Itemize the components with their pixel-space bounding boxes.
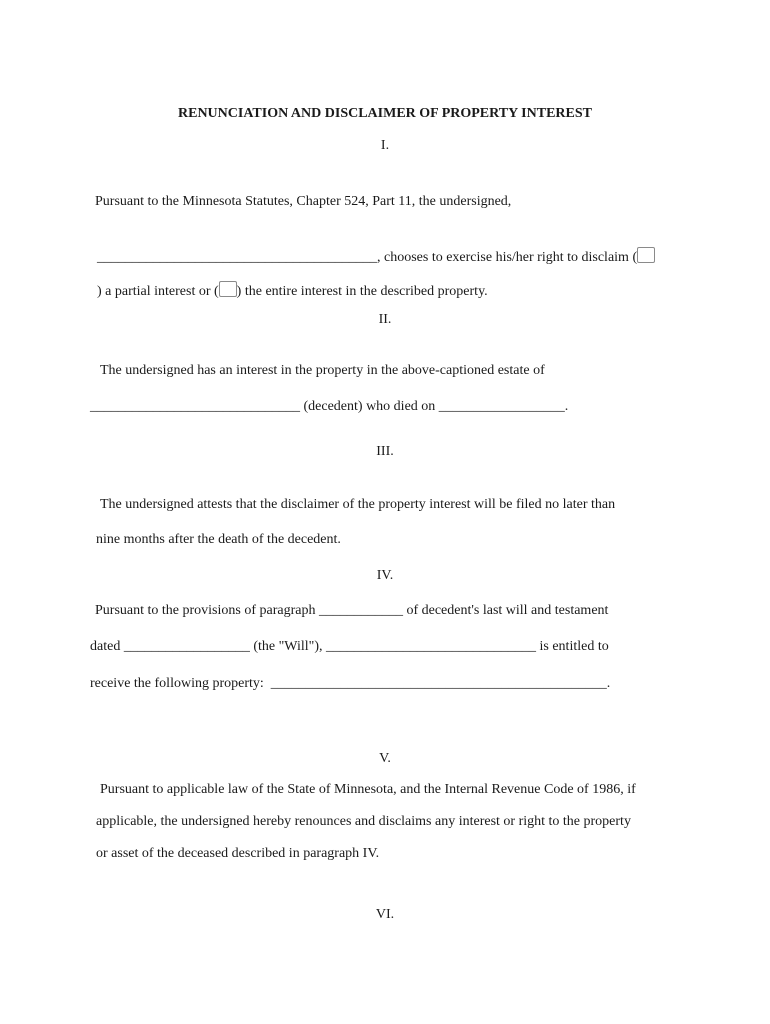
section-1-line-2-text: ________________________________________, chooses to exercise his/her right to disclaim ( [97,250,638,265]
entire-interest-checkbox[interactable] [219,281,237,297]
section-4-line-1: Pursuant to the provisions of paragraph ____________ of decedent's last will and testament [95,603,609,618]
section-1-line-1: Pursuant to the Minnesota Statutes, Chapter 524, Part 11, the undersigned, [95,194,512,209]
section-heading-6: VI. [375,907,395,922]
section-1-line-3-post: ) the entire interest in the described property. [236,284,488,299]
section-4-line-2: dated __________________ (the "Will"), ______________________________ is entitled to [90,639,609,654]
section-heading-1: I. [380,138,390,153]
section-heading-3: III. [376,444,394,459]
section-heading-5: V. [379,751,391,766]
document-title: RENUNCIATION AND DISCLAIMER OF PROPERTY INTEREST [178,106,592,121]
section-3-line-1: The undersigned attests that the disclaimer of the property interest will be filed no later than [100,497,616,512]
section-4-line-3: receive the following property: ________________________________________________. [90,676,611,691]
section-2-line-1: The undersigned has an interest in the property in the above-captioned estate of [100,363,545,378]
partial-interest-checkbox[interactable] [637,247,655,263]
section-5-line-1: Pursuant to applicable law of the State of Minnesota, and the Internal Revenue Code of 1986, if [100,782,636,797]
section-heading-2: II. [378,312,392,327]
section-1-line-3-pre: ) a partial interest or ( [97,284,219,299]
section-1-line-2 [90,229,655,267]
section-3-line-2: nine months after the death of the decedent. [96,532,341,547]
section-5-line-3: or asset of the deceased described in paragraph IV. [96,846,380,861]
section-1-line-3 [90,263,488,301]
section-2-line-2: ______________________________ (decedent) who died on __________________. [90,399,569,414]
section-heading-4: IV. [376,568,394,583]
section-5-line-2: applicable, the undersigned hereby renounces and disclaims any interest or right to the property [96,814,631,829]
